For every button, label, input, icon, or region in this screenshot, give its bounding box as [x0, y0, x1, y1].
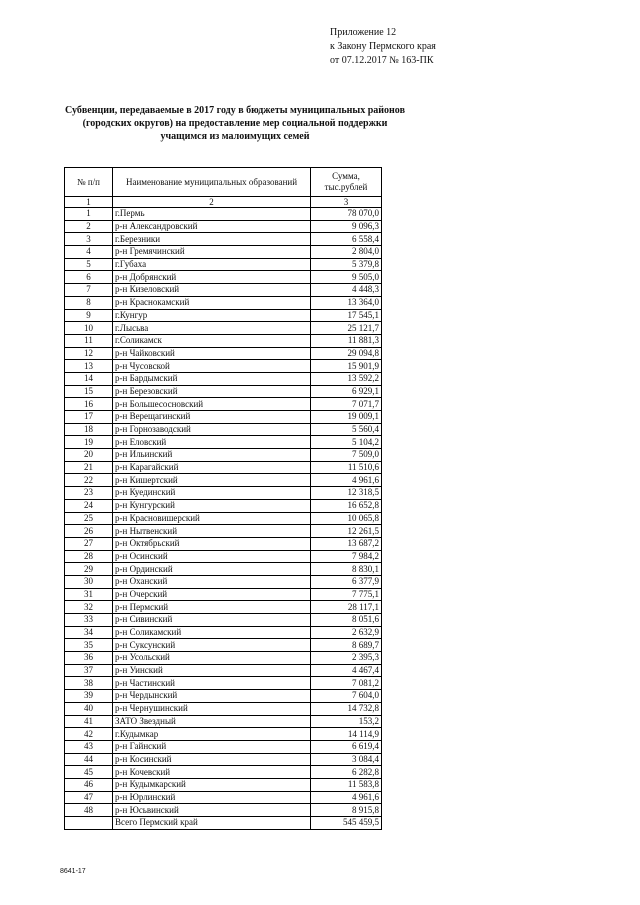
row-number: 8: [65, 296, 113, 309]
row-number: 23: [65, 487, 113, 500]
subsidy-amount: 4 448,3: [311, 284, 382, 297]
row-number: 34: [65, 626, 113, 639]
row-number: 36: [65, 652, 113, 665]
table-row: [65, 512, 382, 525]
table-row: [65, 334, 382, 347]
municipality-name: р-н Кунгурский: [113, 499, 311, 512]
municipality-name: р-н Суксунский: [113, 639, 311, 652]
subsidy-amount: 16 652,8: [311, 499, 382, 512]
header-sum: Сумма, тыс.рублей: [311, 168, 382, 197]
table-row: [65, 246, 382, 259]
row-number: 12: [65, 347, 113, 360]
municipality-name: р-н Чернушинский: [113, 702, 311, 715]
column-number-1: 1: [65, 197, 113, 208]
subsidy-amount: 8 830,1: [311, 563, 382, 576]
subsidy-amount: 7 775,1: [311, 588, 382, 601]
municipality-name: р-н Большесосновский: [113, 398, 311, 411]
row-number: 4: [65, 246, 113, 259]
row-number: 48: [65, 804, 113, 817]
table-row: [65, 626, 382, 639]
municipality-name: р-н Осинский: [113, 550, 311, 563]
subsidy-amount: 2 632,9: [311, 626, 382, 639]
row-number: 39: [65, 690, 113, 703]
total-label: Всего Пермский край: [113, 817, 311, 830]
subsidy-amount: 7 984,2: [311, 550, 382, 563]
column-number-2: 2: [113, 197, 311, 208]
table-row: [65, 791, 382, 804]
appendix-reference: [330, 26, 436, 68]
row-number: 25: [65, 512, 113, 525]
subsidy-amount: 4 961,6: [311, 791, 382, 804]
table-row: [65, 537, 382, 550]
subsidy-amount: 29 094,8: [311, 347, 382, 360]
table-total-row: [65, 817, 382, 830]
table-row: [65, 322, 382, 335]
row-number: 41: [65, 715, 113, 728]
municipality-name: г.Кудымкар: [113, 728, 311, 741]
municipality-name: р-н Кудымкарский: [113, 778, 311, 791]
row-number: 19: [65, 436, 113, 449]
table-row: [65, 499, 382, 512]
table-row: [65, 347, 382, 360]
municipality-name: р-н Еловский: [113, 436, 311, 449]
municipality-name: р-н Чусовской: [113, 360, 311, 373]
row-number: 24: [65, 499, 113, 512]
table-row: [65, 652, 382, 665]
subsidy-amount: 8 915,8: [311, 804, 382, 817]
municipality-name: р-н Красновишерский: [113, 512, 311, 525]
subsidy-amount: 14 732,8: [311, 702, 382, 715]
subsidy-amount: 17 545,1: [311, 309, 382, 322]
table-row: [65, 360, 382, 373]
row-number: 45: [65, 766, 113, 779]
row-number: 32: [65, 601, 113, 614]
table-row: [65, 296, 382, 309]
row-number: 26: [65, 525, 113, 538]
subsidy-amount: 13 364,0: [311, 296, 382, 309]
row-number: 37: [65, 664, 113, 677]
table-row: [65, 804, 382, 817]
table-row: [65, 208, 382, 221]
municipality-name: р-н Ильинский: [113, 449, 311, 462]
municipality-name: р-н Чайковский: [113, 347, 311, 360]
subsidy-amount: 3 084,4: [311, 753, 382, 766]
table-row: [65, 601, 382, 614]
municipality-name: р-н Частинский: [113, 677, 311, 690]
table-row: [65, 575, 382, 588]
row-number: 28: [65, 550, 113, 563]
subsidy-amount: 6 929,1: [311, 385, 382, 398]
appendix-law: к Закону Пермского края: [330, 41, 436, 52]
municipality-name: р-н Усольский: [113, 652, 311, 665]
row-number: 47: [65, 791, 113, 804]
subsidy-amount: 4 467,4: [311, 664, 382, 677]
table-row: [65, 385, 382, 398]
table-row: [65, 639, 382, 652]
table-row: [65, 588, 382, 601]
table-row: [65, 525, 382, 538]
row-number: 35: [65, 639, 113, 652]
municipality-name: г.Березники: [113, 233, 311, 246]
header-name: Наименование муниципальных образований: [113, 168, 311, 197]
subsidy-amount: 15 901,9: [311, 360, 382, 373]
municipality-name: р-н Очерский: [113, 588, 311, 601]
subsidy-amount: 11 881,3: [311, 334, 382, 347]
row-number: 6: [65, 271, 113, 284]
document-footer-code: 8641-17: [60, 868, 86, 875]
row-number: 46: [65, 778, 113, 791]
table-column-numbers-row: [65, 197, 382, 208]
municipality-name: ЗАТО Звездный: [113, 715, 311, 728]
table-row: [65, 309, 382, 322]
subsidy-amount: 2 395,3: [311, 652, 382, 665]
subsidy-amount: 11 510,6: [311, 461, 382, 474]
municipality-name: р-н Нытвенский: [113, 525, 311, 538]
row-number: 27: [65, 537, 113, 550]
municipality-name: р-н Октябрьский: [113, 537, 311, 550]
subsidy-amount: 7 081,2: [311, 677, 382, 690]
row-number: 18: [65, 423, 113, 436]
municipality-name: р-н Кизеловский: [113, 284, 311, 297]
table-row: [65, 258, 382, 271]
subsidy-amount: 8 689,7: [311, 639, 382, 652]
row-number: 22: [65, 474, 113, 487]
row-number: 44: [65, 753, 113, 766]
subsidy-amount: 19 009,1: [311, 411, 382, 424]
municipality-name: р-н Горнозаводский: [113, 423, 311, 436]
municipality-name: р-н Гремячинский: [113, 246, 311, 259]
row-number: 31: [65, 588, 113, 601]
row-number: 29: [65, 563, 113, 576]
row-number: 10: [65, 322, 113, 335]
row-number: 15: [65, 385, 113, 398]
row-number: 21: [65, 461, 113, 474]
municipality-name: р-н Юрлинский: [113, 791, 311, 804]
municipality-name: р-н Уинский: [113, 664, 311, 677]
table-row: [65, 766, 382, 779]
table-row: [65, 398, 382, 411]
municipality-name: р-н Чердынский: [113, 690, 311, 703]
table-row: [65, 664, 382, 677]
municipality-name: г.Лысьва: [113, 322, 311, 335]
table-row: [65, 372, 382, 385]
subsidy-amount: 7 604,0: [311, 690, 382, 703]
subsidy-amount: 2 804,0: [311, 246, 382, 259]
subsidy-amount: 153,2: [311, 715, 382, 728]
subsidy-amount: 78 070,0: [311, 208, 382, 221]
row-number: 33: [65, 614, 113, 627]
row-number: 11: [65, 334, 113, 347]
row-number: 1: [65, 208, 113, 221]
municipality-name: г.Пермь: [113, 208, 311, 221]
subsidy-amount: 12 261,5: [311, 525, 382, 538]
table-row: [65, 740, 382, 753]
municipality-name: р-н Кочевский: [113, 766, 311, 779]
subsidy-amount: 13 592,2: [311, 372, 382, 385]
table-row: [65, 677, 382, 690]
subsidy-amount: 13 687,2: [311, 537, 382, 550]
table-row: [65, 614, 382, 627]
subsidy-amount: 9 505,0: [311, 271, 382, 284]
table-row: [65, 233, 382, 246]
row-number: 42: [65, 728, 113, 741]
total-amount: 545 459,5: [311, 817, 382, 830]
subsidies-table: [64, 167, 382, 830]
row-number: 5: [65, 258, 113, 271]
table-row: [65, 461, 382, 474]
table-row: [65, 449, 382, 462]
table-row: [65, 563, 382, 576]
municipality-name: р-н Гайнский: [113, 740, 311, 753]
municipality-name: р-н Оханский: [113, 575, 311, 588]
table-row: [65, 474, 382, 487]
table-header-row: [65, 168, 382, 197]
municipality-name: г.Губаха: [113, 258, 311, 271]
appendix-number: Приложение 12: [330, 27, 397, 38]
subsidy-amount: 6 558,4: [311, 233, 382, 246]
municipality-name: г.Кунгур: [113, 309, 311, 322]
subsidy-amount: 6 377,9: [311, 575, 382, 588]
subsidy-amount: 14 114,9: [311, 728, 382, 741]
row-number: 3: [65, 233, 113, 246]
municipality-name: р-н Пермский: [113, 601, 311, 614]
header-number: № п/п: [65, 168, 113, 197]
municipality-name: р-н Кишертский: [113, 474, 311, 487]
table-row: [65, 702, 382, 715]
table-row: [65, 715, 382, 728]
subsidy-amount: 6 282,8: [311, 766, 382, 779]
row-number: 38: [65, 677, 113, 690]
table-row: [65, 753, 382, 766]
subsidy-amount: 8 051,6: [311, 614, 382, 627]
subsidy-amount: 11 583,8: [311, 778, 382, 791]
municipality-name: р-н Ординский: [113, 563, 311, 576]
row-number: 40: [65, 702, 113, 715]
table-row: [65, 423, 382, 436]
table-row: [65, 487, 382, 500]
subsidy-amount: 7 071,7: [311, 398, 382, 411]
subsidy-amount: 5 379,8: [311, 258, 382, 271]
subsidy-amount: 12 318,5: [311, 487, 382, 500]
municipality-name: р-н Бардымский: [113, 372, 311, 385]
subsidy-amount: 9 096,3: [311, 220, 382, 233]
table-row: [65, 220, 382, 233]
row-number: 7: [65, 284, 113, 297]
municipality-name: р-н Юсьвинский: [113, 804, 311, 817]
municipality-name: р-н Карагайский: [113, 461, 311, 474]
subsidy-amount: 4 961,6: [311, 474, 382, 487]
row-number: 20: [65, 449, 113, 462]
table-row: [65, 690, 382, 703]
row-number: 2: [65, 220, 113, 233]
subsidy-amount: 5 560,4: [311, 423, 382, 436]
subsidy-amount: 5 104,2: [311, 436, 382, 449]
municipality-name: р-н Березовский: [113, 385, 311, 398]
table-row: [65, 411, 382, 424]
table-row: [65, 550, 382, 563]
table-row: [65, 728, 382, 741]
municipality-name: р-н Добрянский: [113, 271, 311, 284]
municipality-name: р-н Александровский: [113, 220, 311, 233]
row-number: 43: [65, 740, 113, 753]
municipality-name: р-н Сивинский: [113, 614, 311, 627]
municipality-name: г.Соликамск: [113, 334, 311, 347]
table-row: [65, 284, 382, 297]
row-number: 9: [65, 309, 113, 322]
total-number-cell: [65, 817, 113, 830]
municipality-name: р-н Верещагинский: [113, 411, 311, 424]
appendix-date: от 07.12.2017 № 163-ПК: [330, 55, 434, 66]
subsidy-amount: 25 121,7: [311, 322, 382, 335]
subsidy-amount: 7 509,0: [311, 449, 382, 462]
document-title: Субвенции, передаваемые в 2017 году в бюджеты муниципальных районов (городских округов) на предоставление мер социальной поддержки учащимся из малоимущих семей: [65, 105, 405, 142]
row-number: 30: [65, 575, 113, 588]
subsidy-amount: 6 619,4: [311, 740, 382, 753]
subsidy-amount: 10 065,8: [311, 512, 382, 525]
row-number: 17: [65, 411, 113, 424]
table-row: [65, 778, 382, 791]
municipality-name: р-н Куединский: [113, 487, 311, 500]
table-row: [65, 271, 382, 284]
row-number: 13: [65, 360, 113, 373]
row-number: 14: [65, 372, 113, 385]
municipality-name: р-н Соликамский: [113, 626, 311, 639]
municipality-name: р-н Краснокамский: [113, 296, 311, 309]
column-number-3: 3: [311, 197, 382, 208]
subsidy-amount: 28 117,1: [311, 601, 382, 614]
row-number: 16: [65, 398, 113, 411]
municipality-name: р-н Косинский: [113, 753, 311, 766]
table-row: [65, 436, 382, 449]
